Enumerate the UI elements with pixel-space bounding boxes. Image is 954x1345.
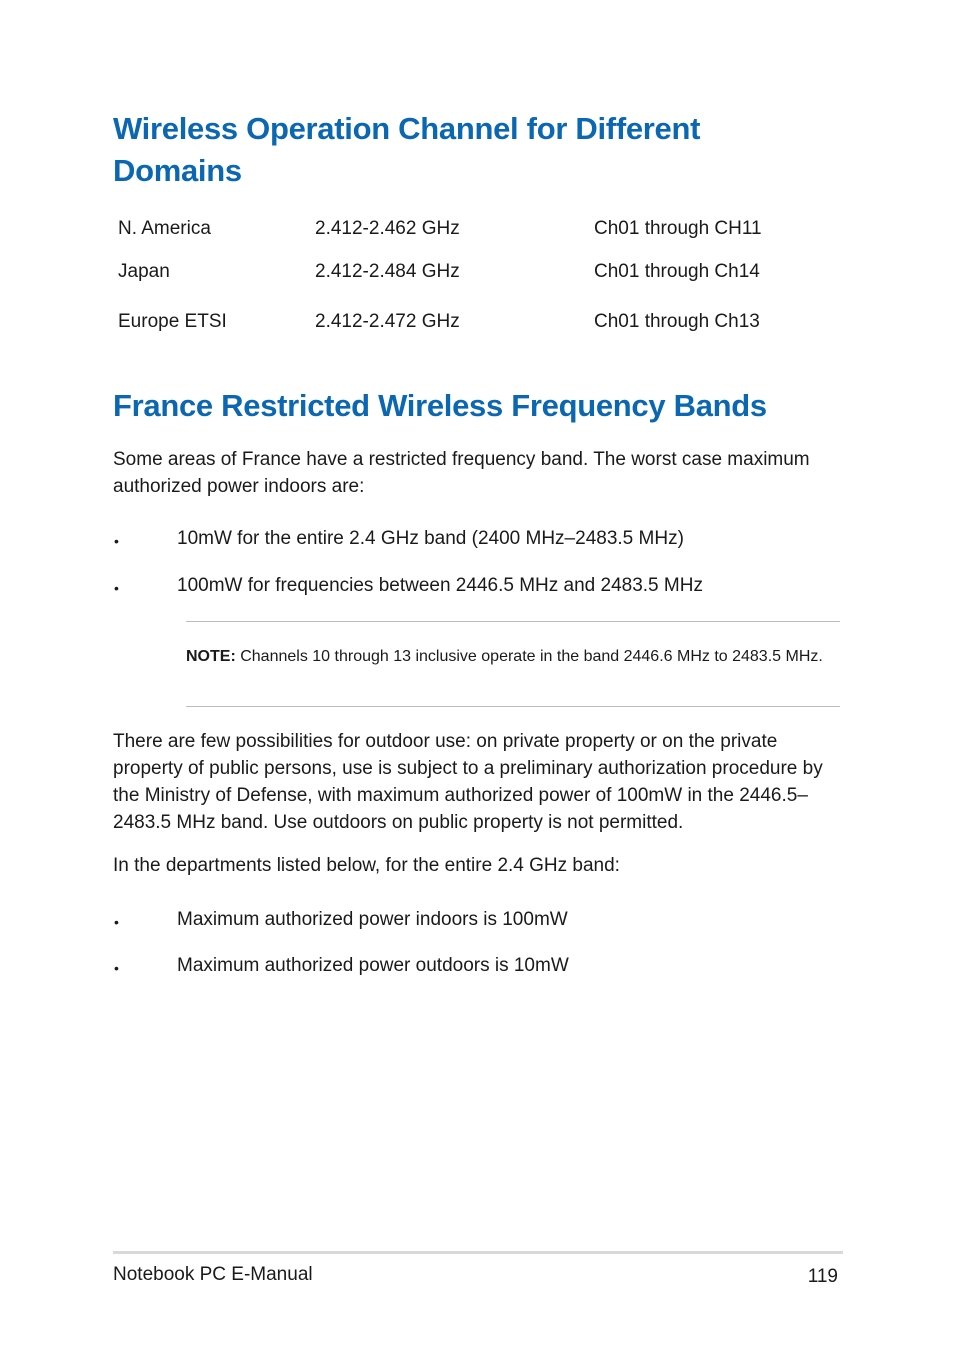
note-label: NOTE: [186, 648, 236, 665]
page-number: 119 [807, 1266, 838, 1287]
list-item-text: 100mW for frequencies between 2446.5 MHz and 2483.5 MHz [177, 575, 703, 596]
note-box [186, 645, 840, 668]
channels-cell: Ch01 through Ch13 [594, 311, 760, 332]
bullet-icon: • [114, 533, 119, 549]
bullet-icon: • [114, 960, 119, 976]
frequency-cell: 2.412-2.462 GHz [315, 218, 460, 239]
region-cell: Japan [118, 261, 170, 282]
channels-cell: Ch01 through Ch14 [594, 261, 760, 282]
frequency-cell: 2.412-2.472 GHz [315, 311, 460, 332]
departments-intro: In the departments listed below, for the entire 2.4 GHz band: [113, 855, 620, 876]
outdoor-use-paragraph: There are few possibilities for outdoor use: on private property or on the private property of public persons, use is subject to a preliminary authorization procedure by the Ministry of Defense, with maximum authorized power of 100mW in the 2446.5–2483.5 MHz band. Use outdoors on public property is not permitted. [113, 731, 823, 833]
bullet-icon: • [114, 914, 119, 930]
region-cell: Europe ETSI [118, 311, 227, 332]
frequency-cell: 2.412-2.484 GHz [315, 261, 460, 282]
section-title-wireless-channels: Wireless Operation Channel for Different Domains [113, 111, 701, 188]
footer-manual-title: Notebook PC E-Manual [113, 1264, 313, 1285]
bullet-icon: • [114, 580, 119, 596]
region-cell: N. America [118, 218, 211, 239]
note-bottom-divider [186, 706, 840, 707]
channels-cell: Ch01 through CH11 [594, 218, 762, 239]
list-item-text: 10mW for the entire 2.4 GHz band (2400 MHz–2483.5 MHz) [177, 528, 684, 549]
note-top-divider [186, 621, 840, 622]
footer-divider [113, 1251, 843, 1254]
list-item-text: Maximum authorized power outdoors is 10mW [177, 955, 569, 976]
note-text: Channels 10 through 13 inclusive operate in the band 2446.6 MHz to 2483.5 MHz. [235, 648, 823, 665]
list-item-text: Maximum authorized power indoors is 100mW [177, 909, 568, 930]
intro-paragraph: Some areas of France have a restricted frequency band. The worst case maximum authorized power indoors are: [113, 449, 810, 497]
section-title-france-bands: France Restricted Wireless Frequency Bands [113, 388, 767, 423]
